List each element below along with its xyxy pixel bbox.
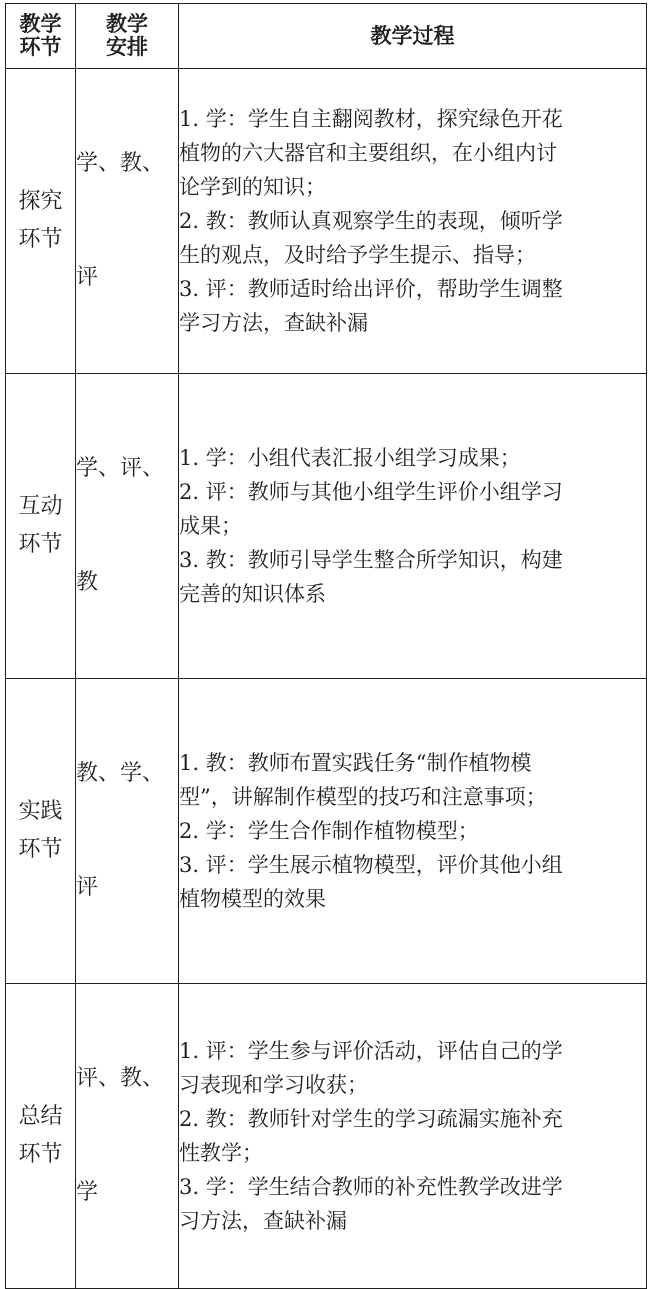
arrangement-cell: 教、学、 评 [76,679,179,984]
arrangement-cell: 学、教、 评 [76,69,179,374]
process-cell: 1. 学：学生自主翻阅教材，探究绿色开花 植物的六大器官和主要组织，在小组内讨 论学到的知识； 2. 教：教师认真观察学生的表现，倾听学 生的观点，及时给予学生提示、指导； 3. 评：教师适时给出评价，帮助学生调整 学习方法，查缺补漏 [179,69,647,374]
teaching-process-table [5,3,647,1289]
table-row [6,984,647,1289]
process-cell: 1. 教：教师布置实践任务“制作植物模 型”，讲解制作模型的技巧和注意事项； 2. 学：学生合作制作植物模型； 3. 评：学生展示植物模型，评价其他小组 植物模型的效果 [179,679,647,984]
process-cell: 1. 学：小组代表汇报小组学习成果； 2. 评：教师与其他小组学生评价小组学习 成果； 3. 教：教师引导学生整合所学知识，构建 完善的知识体系 [179,374,647,679]
table-row [6,374,647,679]
stage-cell: 探究 环节 [6,69,76,374]
table-row [6,69,647,374]
arrangement-cell: 评、教、 学 [76,984,179,1289]
header-teaching-stage: 教学 环节 [6,4,76,69]
stage-cell: 实践 环节 [6,679,76,984]
table-row [6,679,647,984]
table-header-row [6,4,647,69]
process-cell: 1. 评：学生参与评价活动，评估自己的学 习表现和学习收获； 2. 教：教师针对学生的学习疏漏实施补充 性教学； 3. 学：学生结合教师的补充性教学改进学 习方法，查缺补漏 [179,984,647,1289]
header-teaching-process: 教学过程 [179,4,647,69]
arrangement-cell: 学、评、 教 [76,374,179,679]
stage-cell: 总结 环节 [6,984,76,1289]
header-teaching-arrangement: 教学 安排 [76,4,179,69]
stage-cell: 互动 环节 [6,374,76,679]
